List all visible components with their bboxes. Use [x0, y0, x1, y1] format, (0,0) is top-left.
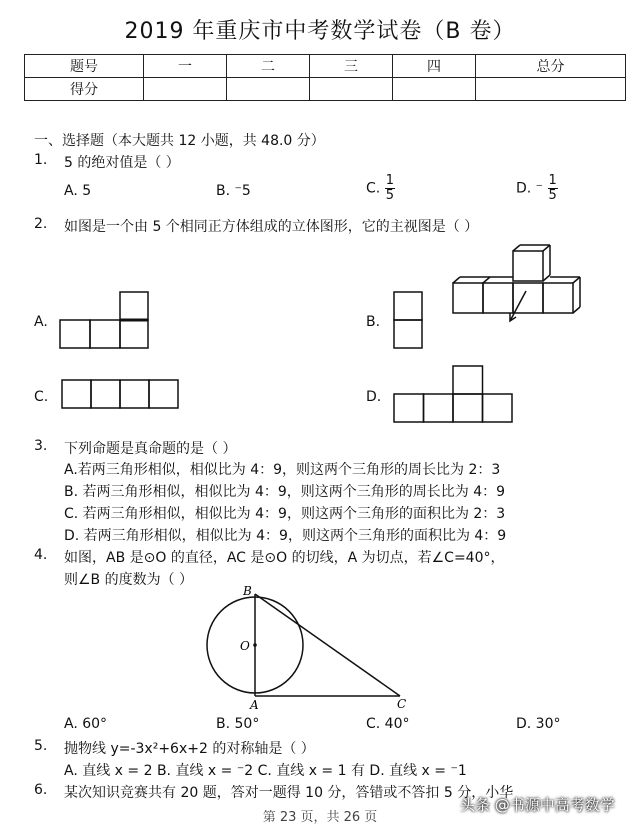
option-c-figure [60, 378, 180, 410]
option-b: B. 50° [216, 716, 260, 732]
score-table [24, 54, 626, 101]
question-stem-line2: 则∠B 的度数为（ ） [64, 572, 194, 588]
question-stem: 下列命题是真命题的是（ ） [64, 441, 237, 457]
option-d [516, 174, 558, 203]
table-cell [476, 78, 626, 101]
fraction-numerator: 1 [548, 173, 557, 188]
table-row [25, 55, 626, 78]
table-cell: 二 [227, 55, 310, 78]
table-cell: 一 [144, 55, 227, 78]
option-a: A.若两三角形相似，相似比为 4：9，则这两个三角形的周长比为 2：3 [64, 462, 501, 478]
option-c: C. 40° [366, 716, 410, 732]
fraction [385, 174, 395, 203]
option-b: B. ⁻5 [216, 183, 251, 199]
option-d-figure [392, 364, 514, 424]
option-a: A. [34, 314, 48, 330]
center-point [253, 643, 257, 647]
option-a: A. 5 [64, 183, 92, 199]
option-d: D. [366, 389, 382, 405]
option-a: A. 60° [64, 716, 108, 732]
option-c: C. [34, 389, 49, 405]
option-d: D. 30° [516, 716, 561, 732]
page-footer: 第 23 页，共 26 页 [262, 810, 378, 825]
option-c [366, 174, 395, 203]
question-number: 4. [34, 547, 48, 563]
label-c: C [397, 697, 407, 711]
table-cell: 得分 [25, 78, 144, 101]
option-d-prefix: D. ⁻ [516, 180, 544, 197]
question-stem: 如图是一个由 5 个相同正方体组成的立体图形，它的主视图是（ ） [64, 219, 479, 235]
table-row [25, 78, 626, 101]
label-b: B [243, 584, 252, 598]
label-a: A [250, 698, 259, 712]
options-line: A. 直线 x = 2 B. 直线 x = ⁻2 C. 直线 x = 1 有 D. 直线 x = ⁻1 [64, 763, 467, 779]
question-stem: 某次知识竞赛共有 20 题，答对一题得 10 分，答错或不答扣 5 分，小华 [64, 785, 514, 801]
section-heading: 一、选择题（本大题共 12 小题，共 48.0 分） [34, 133, 325, 149]
cube-3d-figure [448, 243, 584, 329]
table-cell: 三 [310, 55, 393, 78]
label-o: O [240, 639, 250, 653]
option-d: D. 若两三角形相似，相似比为 4：9，则这两个三角形的面积比为 4：9 [64, 528, 507, 544]
segment-bc [255, 594, 400, 696]
question-number: 2. [34, 216, 48, 232]
table-cell [310, 78, 393, 101]
question-stem: 如图，AB 是⊙O 的直径，AC 是⊙O 的切线，A 为切点，若∠C=40°， [64, 550, 505, 566]
fraction-denominator: 5 [385, 188, 394, 203]
circle-tangent-figure [200, 582, 416, 712]
question-number: 1. [34, 152, 48, 168]
fraction [548, 174, 558, 203]
question-stem: 5 的绝对值是（ ） [64, 155, 180, 171]
watermark: 头条 @书源中高考数学 [460, 796, 615, 814]
question-number: 3. [34, 438, 48, 454]
page-title: 2019 年重庆市中考数学试卷（B 卷） [124, 19, 516, 44]
question-stem: 抛物线 y=-3x²+6x+2 的对称轴是（ ） [64, 741, 315, 757]
option-b-figure [392, 290, 424, 350]
table-cell [144, 78, 227, 101]
question-number: 5. [34, 738, 48, 754]
option-a-figure [58, 290, 150, 350]
table-cell [227, 78, 310, 101]
table-cell: 题号 [25, 55, 144, 78]
option-b: B. 若两三角形相似，相似比为 4：9，则这两个三角形的周长比为 4：9 [64, 484, 506, 500]
table-cell [393, 78, 476, 101]
table-cell: 四 [393, 55, 476, 78]
option-b: B. [366, 314, 381, 330]
fraction-denominator: 5 [548, 188, 557, 203]
option-c-prefix: C. [366, 180, 381, 197]
question-number: 6. [34, 782, 48, 798]
option-c: C. 若两三角形相似，相似比为 4：9，则这两个三角形的面积比为 2：3 [64, 506, 506, 522]
fraction-numerator: 1 [385, 173, 394, 188]
table-cell: 总分 [476, 55, 626, 78]
